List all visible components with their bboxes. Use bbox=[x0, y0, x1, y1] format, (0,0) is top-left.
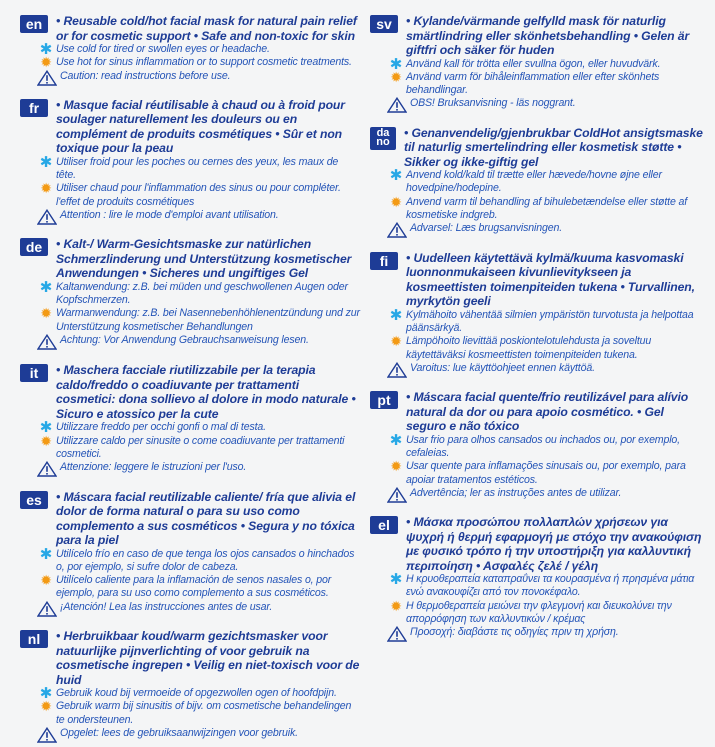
cold-use-text: Kaltanwendung: z.B. bei müden und geschwollenen Augen oder Kopfschmerzen. bbox=[56, 280, 348, 307]
section-header bbox=[370, 14, 706, 58]
section-header bbox=[370, 390, 706, 434]
warning-text: Caution: read instructions before use. bbox=[60, 69, 231, 82]
section-body bbox=[370, 55, 706, 118]
warm-use-text: Use hot for sinus inflammation or to support cosmetic treatments. bbox=[56, 56, 352, 69]
section-header bbox=[370, 515, 706, 573]
warm-use-line bbox=[390, 68, 706, 98]
cold-use-text: Utilícelo frío en caso de que tenga los ojos cansados o hinchados o, por ejemplo, si sufre dolor de cabeza. bbox=[56, 547, 355, 573]
warm-use-text: Utilizzare caldo per sinusite o come coadiuvante per trattamenti cosmetici. bbox=[56, 434, 345, 460]
language-badge: el bbox=[370, 516, 398, 534]
warm-use-line bbox=[40, 572, 360, 601]
language-section-es bbox=[20, 490, 360, 621]
sun-icon: ✹ bbox=[390, 597, 402, 614]
warning-triangle-icon bbox=[36, 727, 58, 747]
warning-line bbox=[56, 334, 360, 354]
section-body bbox=[370, 169, 706, 242]
warning-line bbox=[406, 222, 706, 242]
warning-line bbox=[56, 727, 360, 747]
sun-icon: ✹ bbox=[390, 458, 402, 475]
snowflake-icon: ✱ bbox=[39, 685, 53, 703]
section-header bbox=[370, 251, 706, 309]
section-body bbox=[370, 573, 706, 646]
warning-line bbox=[56, 209, 360, 229]
warning-triangle-icon bbox=[36, 209, 58, 229]
warning-line bbox=[56, 461, 360, 481]
cold-use-text: Utiliser froid pour les poches ou cernes des yeux, les maux de tête. bbox=[56, 155, 339, 182]
snowflake-icon: ✱ bbox=[39, 545, 53, 563]
sun-icon: ✹ bbox=[390, 193, 402, 210]
section-header bbox=[20, 14, 360, 43]
product-title: • Genanvendelig/gjenbrukbar ColdHot ansigtsmaske til naturlig smertelindring eller kosmetisk støtte • Sikker og ikke-giftig gel bbox=[404, 125, 703, 169]
language-section-el bbox=[370, 515, 706, 646]
warning-triangle-icon bbox=[36, 601, 58, 621]
product-title: • Máscara facial reutilizable caliente/ fría que alivia el dolor de forma natural o para su uso como complemento a sus cosméticos • Segura y no tóxica para la piel bbox=[56, 489, 356, 548]
cold-use-text: Använd kall för trötta eller svullna ögon, eller huvudvärk. bbox=[406, 57, 661, 70]
language-badge: it bbox=[20, 364, 48, 382]
product-title: • Masque facial réutilisable à chaud ou à froid pour soulager naturellement les douleurs ou en complément de produits cosmétiques • Sûr et non toxique pour la peau bbox=[56, 97, 345, 156]
warning-text: Advarsel: Læs brugsanvisningen. bbox=[410, 222, 562, 235]
sun-icon: ✹ bbox=[40, 305, 52, 322]
warm-use-line bbox=[40, 432, 360, 462]
sun-icon: ✹ bbox=[40, 180, 52, 197]
language-badge-part: da bbox=[376, 126, 390, 139]
warm-use-line bbox=[390, 333, 706, 362]
cold-use-line bbox=[39, 685, 360, 703]
language-badge: fr bbox=[20, 99, 48, 117]
cold-use-line bbox=[39, 419, 360, 437]
cold-use-text: Kylmähoito vähentää silmien ympäristön turvotusta ja helpottaa päänsärkyä. bbox=[406, 308, 694, 334]
warning-text: Opgelet: lees de gebruiksaanwijzingen voor gebruik. bbox=[60, 726, 298, 739]
section-body bbox=[20, 545, 360, 621]
warning-triangle-icon bbox=[386, 97, 408, 117]
warm-use-text: Anvend varm til behandling af bihulebetændelse eller støtte af kosmetiske indgreb. bbox=[406, 195, 688, 222]
warning-line bbox=[56, 601, 360, 621]
section-body bbox=[370, 431, 706, 507]
sun-icon: ✹ bbox=[40, 54, 52, 71]
sun-icon: ✹ bbox=[390, 333, 402, 350]
cold-use-text: Η κρυοθεραπεία καταπραΰνει τα κουρασμένα ή πρησμένα μάτια ενώ ανακουφίζει από τον πονοκέφαλο. bbox=[406, 573, 695, 599]
sun-icon: ✹ bbox=[40, 432, 52, 449]
snowflake-icon: ✱ bbox=[39, 41, 53, 58]
language-section-da-no bbox=[370, 126, 706, 243]
warning-line bbox=[406, 487, 706, 507]
warm-use-text: Usar quente para inflamações sinusais ou, por exemplo, para apoiar tratamentos estéticos. bbox=[406, 460, 686, 486]
product-title: • Herbruikbaar koud/warm gezichtsmasker voor natuurlijke pijnverlichting of voor gebruik na cosmetische ingrepen • Veilig en niet-toxisch voor de huid bbox=[56, 629, 360, 687]
language-section-fr bbox=[20, 98, 360, 229]
section-header bbox=[20, 490, 360, 548]
warm-use-line bbox=[40, 180, 360, 209]
language-section-en bbox=[20, 14, 360, 90]
snowflake-icon: ✱ bbox=[389, 306, 403, 324]
warm-use-line bbox=[40, 698, 360, 727]
language-section-nl bbox=[20, 629, 360, 747]
left-column bbox=[20, 14, 360, 739]
language-badge: en bbox=[20, 15, 48, 33]
cold-use-line bbox=[39, 278, 360, 308]
language-badge: es bbox=[20, 491, 48, 509]
warning-triangle-icon bbox=[36, 461, 58, 481]
cold-use-text: Gebruik koud bij vermoeide of opgezwollen ogen of hoofdpijn. bbox=[56, 687, 337, 700]
language-section-it bbox=[20, 363, 360, 481]
cold-use-text: Usar frio para olhos cansados ou inchados ou, por exemplo, cefaleias. bbox=[406, 433, 680, 459]
language-badge: nl bbox=[20, 630, 48, 648]
section-header bbox=[20, 237, 360, 281]
product-title: • Maschera facciale riutilizzabile per la terapia caldo/freddo o coadiuvante per trattamenti cosmetici: dona sollievo al dolore in modo naturale • Sicuro e atossico per la cute bbox=[56, 363, 356, 421]
warning-text: Προσοχή: διαβάστε τις οδηγίες πριν τη χρήση. bbox=[410, 626, 619, 639]
cold-use-line bbox=[39, 545, 360, 575]
warning-line bbox=[56, 70, 360, 90]
warning-triangle-icon bbox=[386, 487, 408, 507]
sun-icon: ✹ bbox=[40, 572, 52, 589]
warm-use-text: Gebruik warm bij sinusitis of bijv. om cosmetische behandelingen te ondersteunen. bbox=[56, 700, 352, 726]
warm-use-line bbox=[40, 305, 360, 334]
snowflake-icon: ✱ bbox=[389, 571, 403, 589]
warning-line bbox=[406, 626, 706, 646]
product-title: • Μάσκα προσώπου πολλαπλών χρήσεων για ψυχρή ή θερμή εφαρμογή με στόχο την ανακούφιση με φυσικό τρόπο ή την υποστήριξη για καλλυντική περιποίηση • Ασφαλές ζελέ / γέλη bbox=[406, 515, 702, 573]
snowflake-icon: ✱ bbox=[39, 278, 53, 296]
product-title: • Máscara facial quente/frio reutilizável para alívio natural da dor ou para apoio cosmético. • Gel seguro e não tóxico bbox=[406, 390, 689, 434]
section-header bbox=[20, 629, 360, 687]
cold-use-text: Use cold for tired or swollen eyes or headache. bbox=[56, 43, 270, 55]
language-section-de bbox=[20, 237, 360, 354]
cold-use-line bbox=[389, 431, 706, 461]
warning-triangle-icon bbox=[386, 222, 408, 242]
warm-use-text: Utiliser chaud pour l'inflammation des sinus ou pour compléter. l'effet de produits cosmétiques bbox=[56, 182, 341, 208]
section-header bbox=[20, 363, 360, 421]
product-title: • Kylande/värmande gelfylld mask för naturlig smärtlindring eller skönhetsbehandling • Gelen är giftfri och säker för huden bbox=[406, 14, 690, 57]
cold-use-line bbox=[39, 153, 360, 183]
warning-triangle-icon bbox=[36, 334, 58, 354]
section-body bbox=[370, 306, 706, 382]
section-body bbox=[20, 421, 360, 481]
section-header bbox=[20, 98, 360, 156]
product-title: • Reusable cold/hot facial mask for natural pain relief or for cosmetic support • Safe and non-toxic for skin bbox=[56, 14, 357, 43]
language-badge: sv bbox=[370, 15, 398, 33]
warning-line bbox=[406, 362, 706, 382]
section-body bbox=[20, 153, 360, 229]
warm-use-line bbox=[40, 54, 360, 71]
warm-use-text: Utilícelo caliente para la inflamación de senos nasales o, por ejemplo, para su uso como complemento a sus cosméticos. bbox=[56, 574, 332, 600]
language-badge: de bbox=[20, 238, 48, 256]
warning-text: Attention : lire le mode d'emploi avant utilisation. bbox=[60, 209, 279, 222]
warning-triangle-icon bbox=[386, 362, 408, 382]
warm-use-text: Lämpöhoito lievittää poskiontelotulehdusta ja soveltuu käytettäväksi kosmeettisten toimenpiteiden tukena. bbox=[406, 335, 652, 361]
cold-use-text: Utilizzare freddo per occhi gonfi o mal di testa. bbox=[56, 421, 266, 434]
warning-text: OBS! Bruksanvisning - läs noggrant. bbox=[410, 97, 576, 110]
cold-use-line bbox=[389, 306, 706, 336]
language-section-sv bbox=[370, 14, 706, 118]
warning-triangle-icon bbox=[36, 70, 58, 90]
snowflake-icon: ✱ bbox=[389, 55, 403, 73]
cold-use-line bbox=[389, 167, 706, 196]
snowflake-icon: ✱ bbox=[39, 153, 53, 171]
cold-use-line bbox=[389, 55, 706, 73]
warning-text: Varoitus: lue käyttöohjeet ennen käyttöä. bbox=[410, 361, 595, 374]
snowflake-icon: ✱ bbox=[389, 431, 403, 449]
section-body bbox=[20, 278, 360, 354]
cold-use-line bbox=[389, 571, 706, 600]
warning-text: ¡Atención! Lea las instrucciones antes de usar. bbox=[60, 600, 273, 613]
warm-use-text: Η θερμοθεραπεία μειώνει την φλεγμονή και διευκολύνει την απορρόφηση των καλλυντικών / κρέμας bbox=[406, 599, 672, 626]
section-body bbox=[20, 687, 360, 747]
cold-use-line bbox=[39, 41, 360, 58]
language-section-pt bbox=[370, 390, 706, 507]
warm-use-line bbox=[390, 597, 706, 627]
section-body bbox=[20, 43, 360, 90]
warning-text: Achtung: Vor Anwendung Gebrauchsanweisung lesen. bbox=[60, 334, 309, 347]
warm-use-line bbox=[390, 193, 706, 223]
sun-icon: ✹ bbox=[390, 68, 402, 85]
sun-icon: ✹ bbox=[40, 698, 52, 715]
warning-line bbox=[406, 97, 706, 117]
snowflake-icon: ✱ bbox=[389, 167, 403, 185]
warm-use-text: Warmanwendung: z.B. bei Nasennebenhöhlenentzündung und zur Unterstützung kosmetischer Behandlungen bbox=[56, 307, 360, 333]
language-badge: fi bbox=[370, 252, 398, 270]
section-header bbox=[370, 126, 706, 170]
right-column bbox=[370, 14, 706, 720]
warning-text: Attenzione: leggere le istruzioni per l'uso. bbox=[60, 461, 247, 474]
language-badge bbox=[370, 127, 396, 150]
warning-triangle-icon bbox=[386, 626, 408, 646]
warning-text: Advertência; ler as instruções antes de utilizar. bbox=[410, 486, 622, 499]
product-title: • Kalt-/ Warm-Gesichtsmaske zur natürlichen Schmerzlinderung und Unterstützung kosmetischer Anwendungen • Sicheres und ungiftiges Gel bbox=[56, 237, 352, 281]
warm-use-line bbox=[390, 458, 706, 487]
cold-use-text: Anvend kold/kald til trætte eller hævede/hovne øjne eller hovedpine/hodepine. bbox=[406, 169, 662, 195]
language-badge: pt bbox=[370, 391, 398, 409]
product-title: • Uudelleen käytettävä kylmä/kuuma kasvomaski luonnonmukaiseen kivunlievitykseen ja kosmeettisten toimenpiteiden tukena • Turvallinen, myrkytön geeli bbox=[406, 250, 695, 309]
warm-use-text: Använd varm för bihåleinflammation eller efter skönhets behandlingar. bbox=[406, 70, 660, 97]
language-section-fi bbox=[370, 251, 706, 382]
language-badge-part: no bbox=[376, 135, 390, 148]
snowflake-icon: ✱ bbox=[39, 419, 53, 437]
